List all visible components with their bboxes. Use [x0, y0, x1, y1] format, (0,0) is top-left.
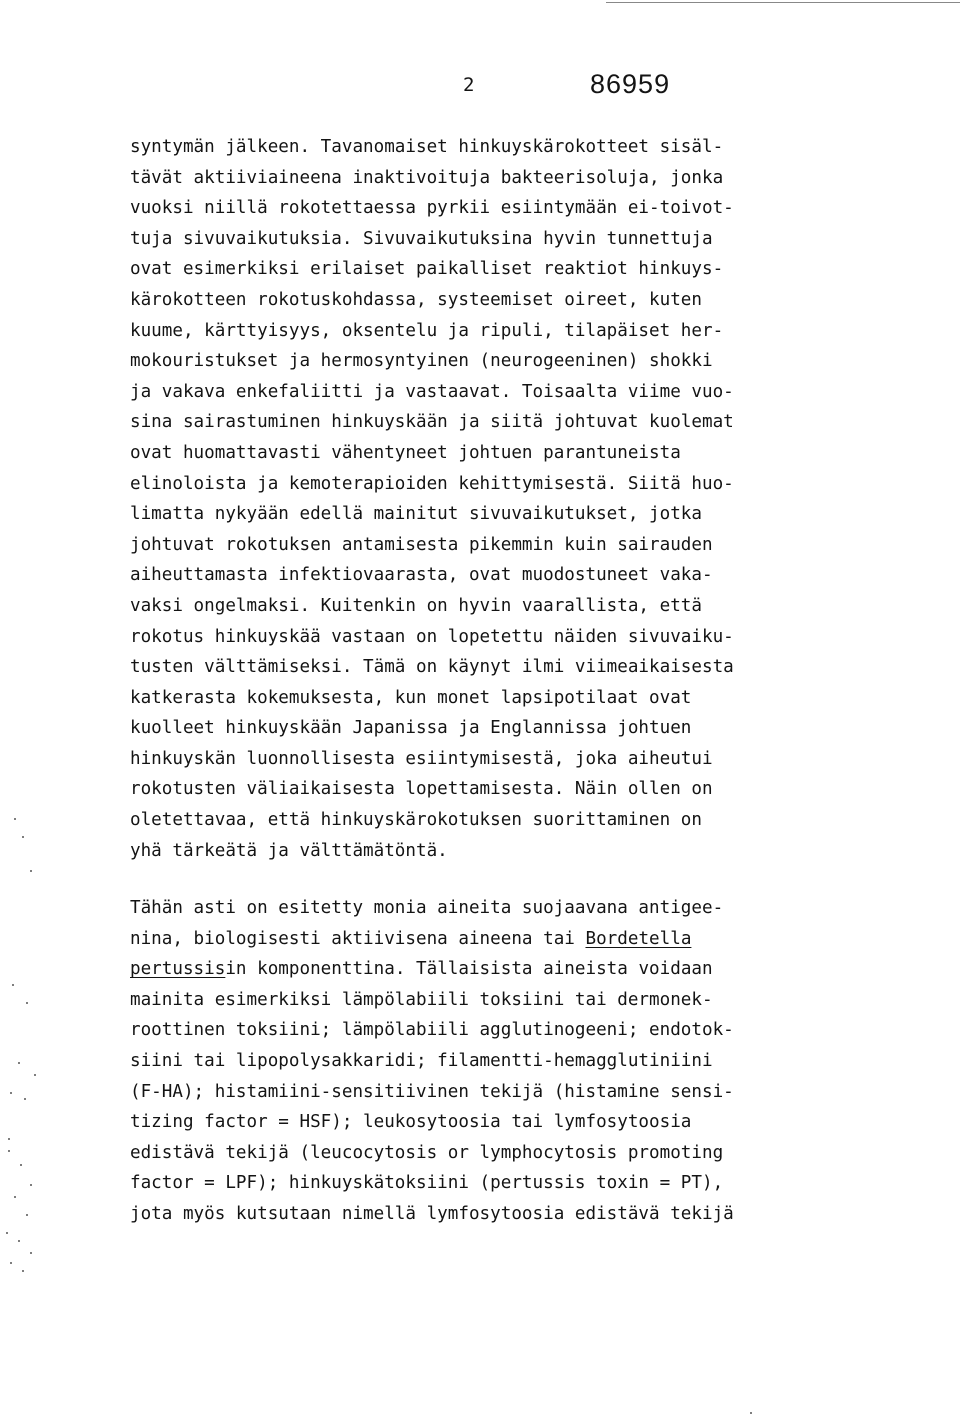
text-line: yhä tärkeätä ja välttämätöntä.	[130, 840, 448, 861]
text-line: ovat huomattavasti vähentyneet johtuen parantuneista	[130, 442, 681, 463]
text-line: factor = LPF); hinkuyskätoksiini (pertussis toxin = PT),	[130, 1173, 724, 1194]
text-line: (F-HA); histamiini-sensitiivinen tekijä (histamine sensi-	[130, 1081, 734, 1102]
text-span: in komponenttina. Tällaisista aineista voidaan	[225, 959, 713, 980]
text-line: mokouristukset ja hermosyntyinen (neurogeeninen) shokki	[130, 351, 713, 372]
scan-speck	[8, 1150, 10, 1152]
scan-speck	[18, 1062, 20, 1064]
text-line: vaksi ongelmaksi. Kuitenkin on hyvin vaarallista, että	[130, 595, 702, 616]
text-line: syntymän jälkeen. Tavanomaiset hinkuyskärokotteet sisäl-	[130, 137, 724, 157]
paragraph-1	[130, 132, 830, 866]
text-line: kuolleet hinkuyskään Japanissa ja Englannissa johtuen	[130, 718, 692, 739]
scan-speck	[14, 818, 16, 820]
text-line: rokotus hinkuyskää vastaan on lopetettu näiden sivuvaiku-	[130, 626, 734, 647]
text-line: mainita esimerkiksi lämpölabiili toksiini tai dermonek-	[130, 989, 713, 1010]
scan-speck	[26, 1002, 28, 1004]
text-line: tuja sivuvaikutuksia. Sivuvaikutuksina hyvin tunnettuja	[130, 228, 713, 249]
text-line: tävät aktiiviaineena inaktivoituja bakteerisoluja, jonka	[130, 167, 724, 188]
scan-speck	[30, 1184, 32, 1186]
scan-speck	[30, 870, 32, 872]
text-line: katkerasta kokemuksesta, kun monet lapsipotilaat ovat	[130, 687, 692, 708]
scan-speck	[12, 984, 14, 986]
scan-speck	[6, 1232, 8, 1234]
scan-top-rule	[606, 2, 960, 3]
scan-speck	[22, 1270, 24, 1272]
text-line: aiheuttamasta infektiovaarasta, ovat muodostuneet vaka-	[130, 565, 713, 586]
text-line: edistävä tekijä (leucocytosis or lymphocytosis promoting	[130, 1142, 724, 1163]
text-line	[130, 924, 830, 955]
scan-speck	[10, 1262, 12, 1264]
scan-speck	[24, 1098, 26, 1100]
text-line: vuoksi niillä rokotettaessa pyrkii esiintymään ei-toivot-	[130, 198, 734, 219]
paragraph-2	[130, 893, 830, 1230]
text-line: ovat esimerkiksi erilaiset paikalliset reaktiot hinkuys-	[130, 259, 724, 280]
species-name-epithet: pertussis	[130, 959, 226, 980]
scan-speck	[18, 1240, 20, 1242]
text-line: kuume, kärttyisyys, oksentelu ja ripuli, tilapäiset her-	[130, 320, 724, 341]
text-line: ja vakava enkefaliitti ja vastaavat. Toisaalta viime vuo-	[130, 381, 734, 402]
scan-speck	[30, 1252, 32, 1254]
text-line: Tähän asti on esitetty monia aineita suojaavana antigee-	[130, 898, 724, 918]
text-line: tusten välttämiseksi. Tämä on käynyt ilmi viimeaikaisesta	[130, 657, 734, 678]
scan-speck	[26, 1214, 28, 1216]
scan-speck	[750, 1412, 752, 1414]
text-line	[130, 954, 830, 985]
scan-speck	[14, 1196, 16, 1198]
text-line: limatta nykyään edellä mainitut sivuvaikutukset, jotka	[130, 504, 702, 525]
scan-speck	[34, 1074, 36, 1076]
text-span: nina, biologisesti aktiivisena aineena tai	[130, 928, 586, 949]
document-number: 86959	[590, 69, 671, 99]
scan-speck	[20, 1164, 22, 1166]
text-line: roottinen toksiini; lämpölabiili agglutinogeeni; endotok-	[130, 1020, 734, 1041]
page-number: 2	[463, 74, 475, 96]
text-line: hinkuyskän luonnollisesta esiintymisestä, joka aiheutui	[130, 748, 713, 769]
scan-speck	[8, 1138, 10, 1140]
text-line: johtuvat rokotuksen antamisesta pikemmin kuin sairauden	[130, 534, 713, 555]
text-line: oletettavaa, että hinkuyskärokotuksen suorittaminen on	[130, 810, 702, 831]
text-line: siini tai lipopolysakkaridi; filamentti-hemagglutiniini	[130, 1050, 713, 1071]
scan-speck	[10, 1092, 12, 1094]
species-name-genus: Bordetella	[585, 928, 692, 949]
text-line: jota myös kutsutaan nimellä lymfosytoosia edistävä tekijä	[130, 1203, 734, 1224]
text-line: rokotusten väliaikaisesta lopettamisesta. Näin ollen on	[130, 779, 713, 800]
text-line: sina sairastuminen hinkuyskään ja siitä johtuvat kuolemat	[130, 412, 734, 433]
text-line: kärokotteen rokotuskohdassa, systeemiset oireet, kuten	[130, 289, 702, 310]
text-line: tizing factor = HSF); leukosytoosia tai lymfosytoosia	[130, 1112, 692, 1133]
text-line: elinoloista ja kemoterapioiden kehittymisestä. Siitä huo-	[130, 473, 734, 494]
scan-speck	[22, 836, 24, 838]
